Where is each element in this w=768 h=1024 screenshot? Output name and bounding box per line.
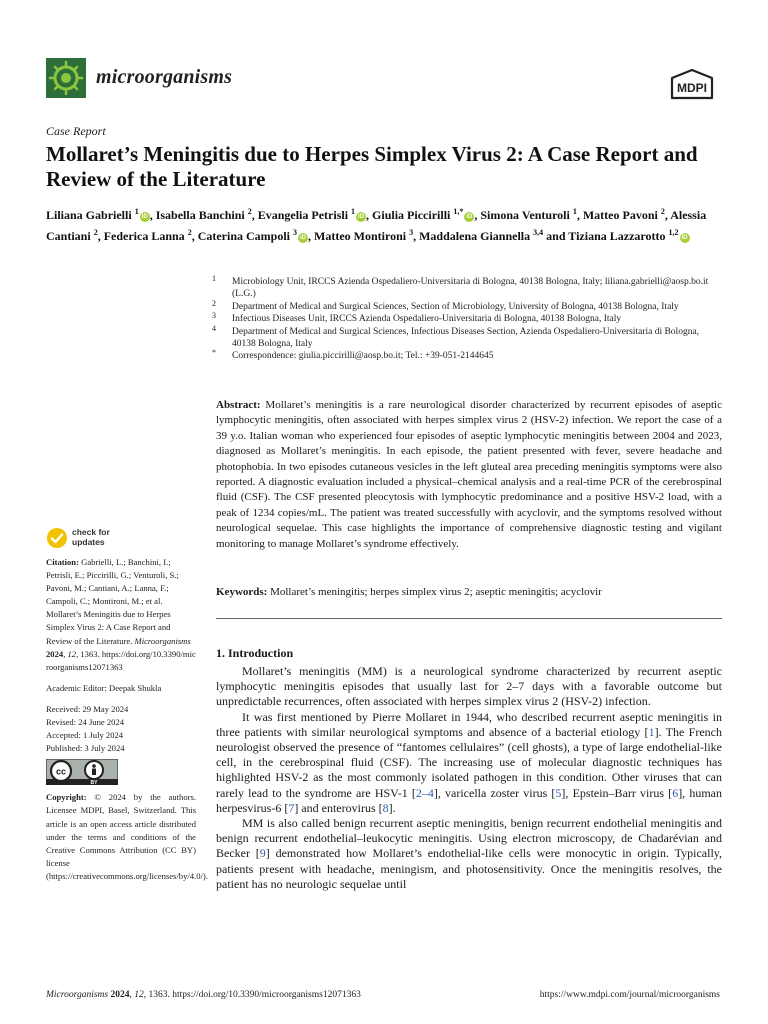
journal-name: microorganisms	[96, 66, 233, 88]
orcid-icon[interactable]: iD	[141, 214, 148, 220]
abstract-text: Mollaret’s meningitis is a rare neurological disorder characterized by recurrent episodes of aseptic lymphocytic meningitis, often associated with herpes simplex virus 2 (HSV-2) infection. We report the case of a 39 y.o. Italian woman who experienced four episodes of aseptic lymphocytic meningitis between 2004 and 2023, diagnosed as Mollaret’s meningitis. In each episode, the patient presented with fever, severe headache and photophobia. In two episodes cutaneous vesicles in the left gluteal area preceding meningitis symptoms were also reported. A diagnostic evaluation included a physical–chemical analysis and a real-time PCR of the cerebrospinal fluid (CSF). The CSF presented pleocytosis with lymphocytic predominance and a positive HSV-2 load, with a peak of 1234 copies/mL. The patient was treated successfully with acyclovir, and the symptoms resolved without neurological sequelae. This case highlights the importance of comprehensive diagnostic testing and vigilant monitoring to manage Mollaret’s syndrome effectively.	[216, 399, 722, 550]
keywords	[216, 585, 722, 600]
ref-link[interactable]: 6	[672, 785, 679, 800]
svg-text:MDPI: MDPI	[677, 81, 707, 95]
section-divider	[216, 618, 722, 619]
check-for-updates-button[interactable]	[46, 527, 176, 549]
keywords-text: Mollaret’s meningitis; herpes simplex virus 2; aseptic meningitis; acyclovir	[270, 586, 602, 598]
author-affiliation-mark: 1,2	[668, 228, 679, 237]
footer-citation: Microorganisms 2024, 12, 1363. https://doi.org/10.3390/microorganisms12071363	[46, 990, 361, 1000]
author-name: Evangelia Petrisli	[257, 208, 352, 222]
ref-link[interactable]: 7	[288, 800, 295, 815]
paragraph: It was first mentioned by Pierre Mollaret in 1944, who described recurrent aseptic meningitis in three patients with similar neurological symptoms and absence of a bacterial etiology [1]. The French neurologist observed the presence of “fantomes cellulaires” (cell ghosts), a type of large endothelial-like cell, in the cerebrospinal fluid (CSF). The increasing use of molecular diagnostic techniques has highlighted HSV-2 as the most commonly isolated pathogen in this condition. Other viruses that can rarely lead to the syndrome are HSV-1 [2–4], varicella zoster virus [5], Epstein–Barr virus [6], human herpesvirus-6 [7] and enterovirus [8].	[216, 709, 722, 815]
abstract	[216, 398, 722, 552]
author-name: Maddalena Giannella	[419, 229, 534, 243]
author-name: Tiziana Lazzarotto	[568, 229, 669, 243]
ref-link[interactable]: 1	[648, 724, 655, 739]
sidebar	[46, 556, 208, 883]
check-label-line1: check for	[72, 527, 110, 537]
author-affiliation-mark: 1,*	[453, 207, 464, 216]
accepted-date: Accepted: 1 July 2024	[46, 730, 124, 741]
ref-link[interactable]: 2–4	[415, 785, 434, 800]
affiliation-2: 2 Department of Medical and Surgical Sciences, Section of Microbiology, University of Bologna, 40138 Bologna, Italy	[212, 298, 679, 312]
orcid-icon[interactable]: iD	[358, 214, 365, 220]
ref-link[interactable]: 5	[555, 785, 562, 800]
affiliations	[212, 276, 724, 363]
paragraph: MM is also called benign recurrent aseptic meningitis, benign recurrent endothelial meningitis and benign recurrent endothelial–leukocytic meningitis. Using electron microscopy, de Chadarévian and Becker [9] demonstrated how Mollaret’s endothelial-like cells were monocytic in origin. Typically, patients present with headache, meningism, and photosensitivity. Once the meningitis resolves, the patient has no neurologic sequelae until	[216, 816, 722, 891]
author-affiliation-mark: 1	[134, 207, 139, 216]
citation: Citation: Gabrielli, L.; Banchini, I.; Petrisli, E.; Piccirilli, G.; Venturoli, S.; Pavoni, M.; Cantiani, A.; Lanna, F.; Campoli, C.; Montironi, M.; et al. Mollaret’s Meningitis due to Herpes Simplex Virus 2: A Case Report and Review of the Literature. Microorganisms 2024, 12, 1363. https://doi.org/10.3390/microorganisms12071363	[46, 557, 196, 672]
author-affiliation-mark: 3,4	[533, 228, 544, 237]
orcid-icon[interactable]: iD	[681, 235, 688, 241]
ref-link[interactable]: 9	[259, 846, 266, 861]
mdpi-logo-icon	[666, 68, 718, 100]
author-name: Isabella Banchini	[155, 208, 248, 222]
ref-link[interactable]: 8	[382, 800, 389, 815]
article-type: Case Report	[46, 124, 106, 138]
author-affiliation-mark: 1	[351, 207, 356, 216]
svg-text:cc: cc	[55, 766, 67, 777]
author-affiliation-mark: 2	[187, 228, 192, 237]
check-updates-icon	[46, 527, 68, 549]
author-name: Federica Lanna	[103, 229, 188, 243]
correspondence: * Correspondence: giulia.piccirilli@aosp.bo.it; Tel.: +39-051-2144645	[212, 348, 494, 362]
author-affiliation-mark: 3	[409, 228, 414, 237]
article-title: Mollaret’s Meningitis due to Herpes Simplex Virus 2: A Case Report and Review of the Literature	[46, 142, 698, 191]
copyright: Copyright: © 2024 by the authors. Licensee MDPI, Basel, Switzerland. This article is an open access article distributed under the terms and conditions of the Creative Commons Attribution (CC BY) license (https://creativecommons.org/licenses/by/4.0/).	[46, 792, 208, 881]
author-name: Liliana Gabrielli	[46, 208, 135, 222]
revised-date: Revised: 24 June 2024	[46, 717, 125, 728]
author-name: Matteo Pavoni	[582, 208, 661, 222]
author-affiliation-mark: 2	[660, 207, 665, 216]
author-list: Liliana Gabrielli $^1$iD , Isabella Banchini $^2$, Evangelia Petrisli $^1$iD , Giulia Piccirilli $^{1,*}$iD , Simona Venturoli $^1$, Matteo Pavoni $^2$, Alessia Cantiani $^2$, Federica Lanna $^2$, Caterina Campoli $^3$iD , Matteo Montironi $^3$, Maddalena Giannella $^{3,4}$ and Tiziana Lazzarotto $^{1,2}$iD	[46, 207, 707, 243]
journal-url-link[interactable]: https://www.mdpi.com/journal/microorganisms	[539, 990, 720, 1000]
author-name: Matteo Montironi	[314, 229, 410, 243]
author-affiliation-mark: 2	[93, 228, 98, 237]
author-affiliation-mark: 3	[293, 228, 298, 237]
keywords-label: Keywords:	[216, 586, 268, 598]
author-affiliation-mark: 2	[247, 207, 252, 216]
svg-text:BY: BY	[90, 780, 98, 786]
cc-by-license-icon[interactable]	[46, 759, 118, 785]
affiliation-4: 4 Department of Medical and Surgical Sciences, Infectious Diseases Section, Azienda Ospedaliero-Universitaria di Bologna, 40138 Bologna, Italy	[212, 323, 700, 350]
author-name: Alessia Cantiani	[46, 208, 707, 243]
academic-editor: Academic Editor: Deepak Shukla	[46, 682, 162, 693]
affiliation-3: 3 Infectious Diseases Unit, IRCCS Azienda Ospedaliero-Universitaria di Bologna, 40138 Bologna, Italy	[212, 311, 622, 325]
check-label-line2: updates	[72, 536, 105, 547]
published-date: Published: 3 July 2024	[46, 743, 125, 754]
author-name: Giulia Piccirilli	[372, 208, 454, 222]
orcid-icon[interactable]: iD	[466, 214, 473, 220]
doi-link[interactable]: https://doi.org/10.3390/microorganisms12071363	[46, 648, 196, 672]
author-name: Simona Venturoli	[480, 208, 573, 222]
journal-logo-icon	[46, 58, 86, 98]
paragraph: Mollaret’s meningitis (MM) is a neurological syndrome characterized by recurrent aseptic lymphocytic meningitis episodes that usually last for 2–7 days with a favorable outcome but unpredictable recurrences, often associated with herpes simplex virus 2 (HSV-2) infection.	[216, 664, 722, 709]
received-date: Received: 29 May 2024	[46, 703, 129, 714]
section-heading: 1. Introduction	[216, 646, 294, 660]
orcid-icon[interactable]: iD	[300, 235, 307, 241]
author-name: Caterina Campoli	[197, 229, 294, 243]
author-affiliation-mark: 1	[572, 207, 577, 216]
affiliation-1: 1 Microbiology Unit, IRCCS Azienda Ospedaliero-Universitaria di Bologna, 40138 Bologna, Italy; liliana.gabrielli@aosp.bo.it (L.G.)	[212, 274, 709, 300]
intro-body	[216, 664, 722, 892]
abstract-label: Abstract:	[216, 399, 261, 411]
